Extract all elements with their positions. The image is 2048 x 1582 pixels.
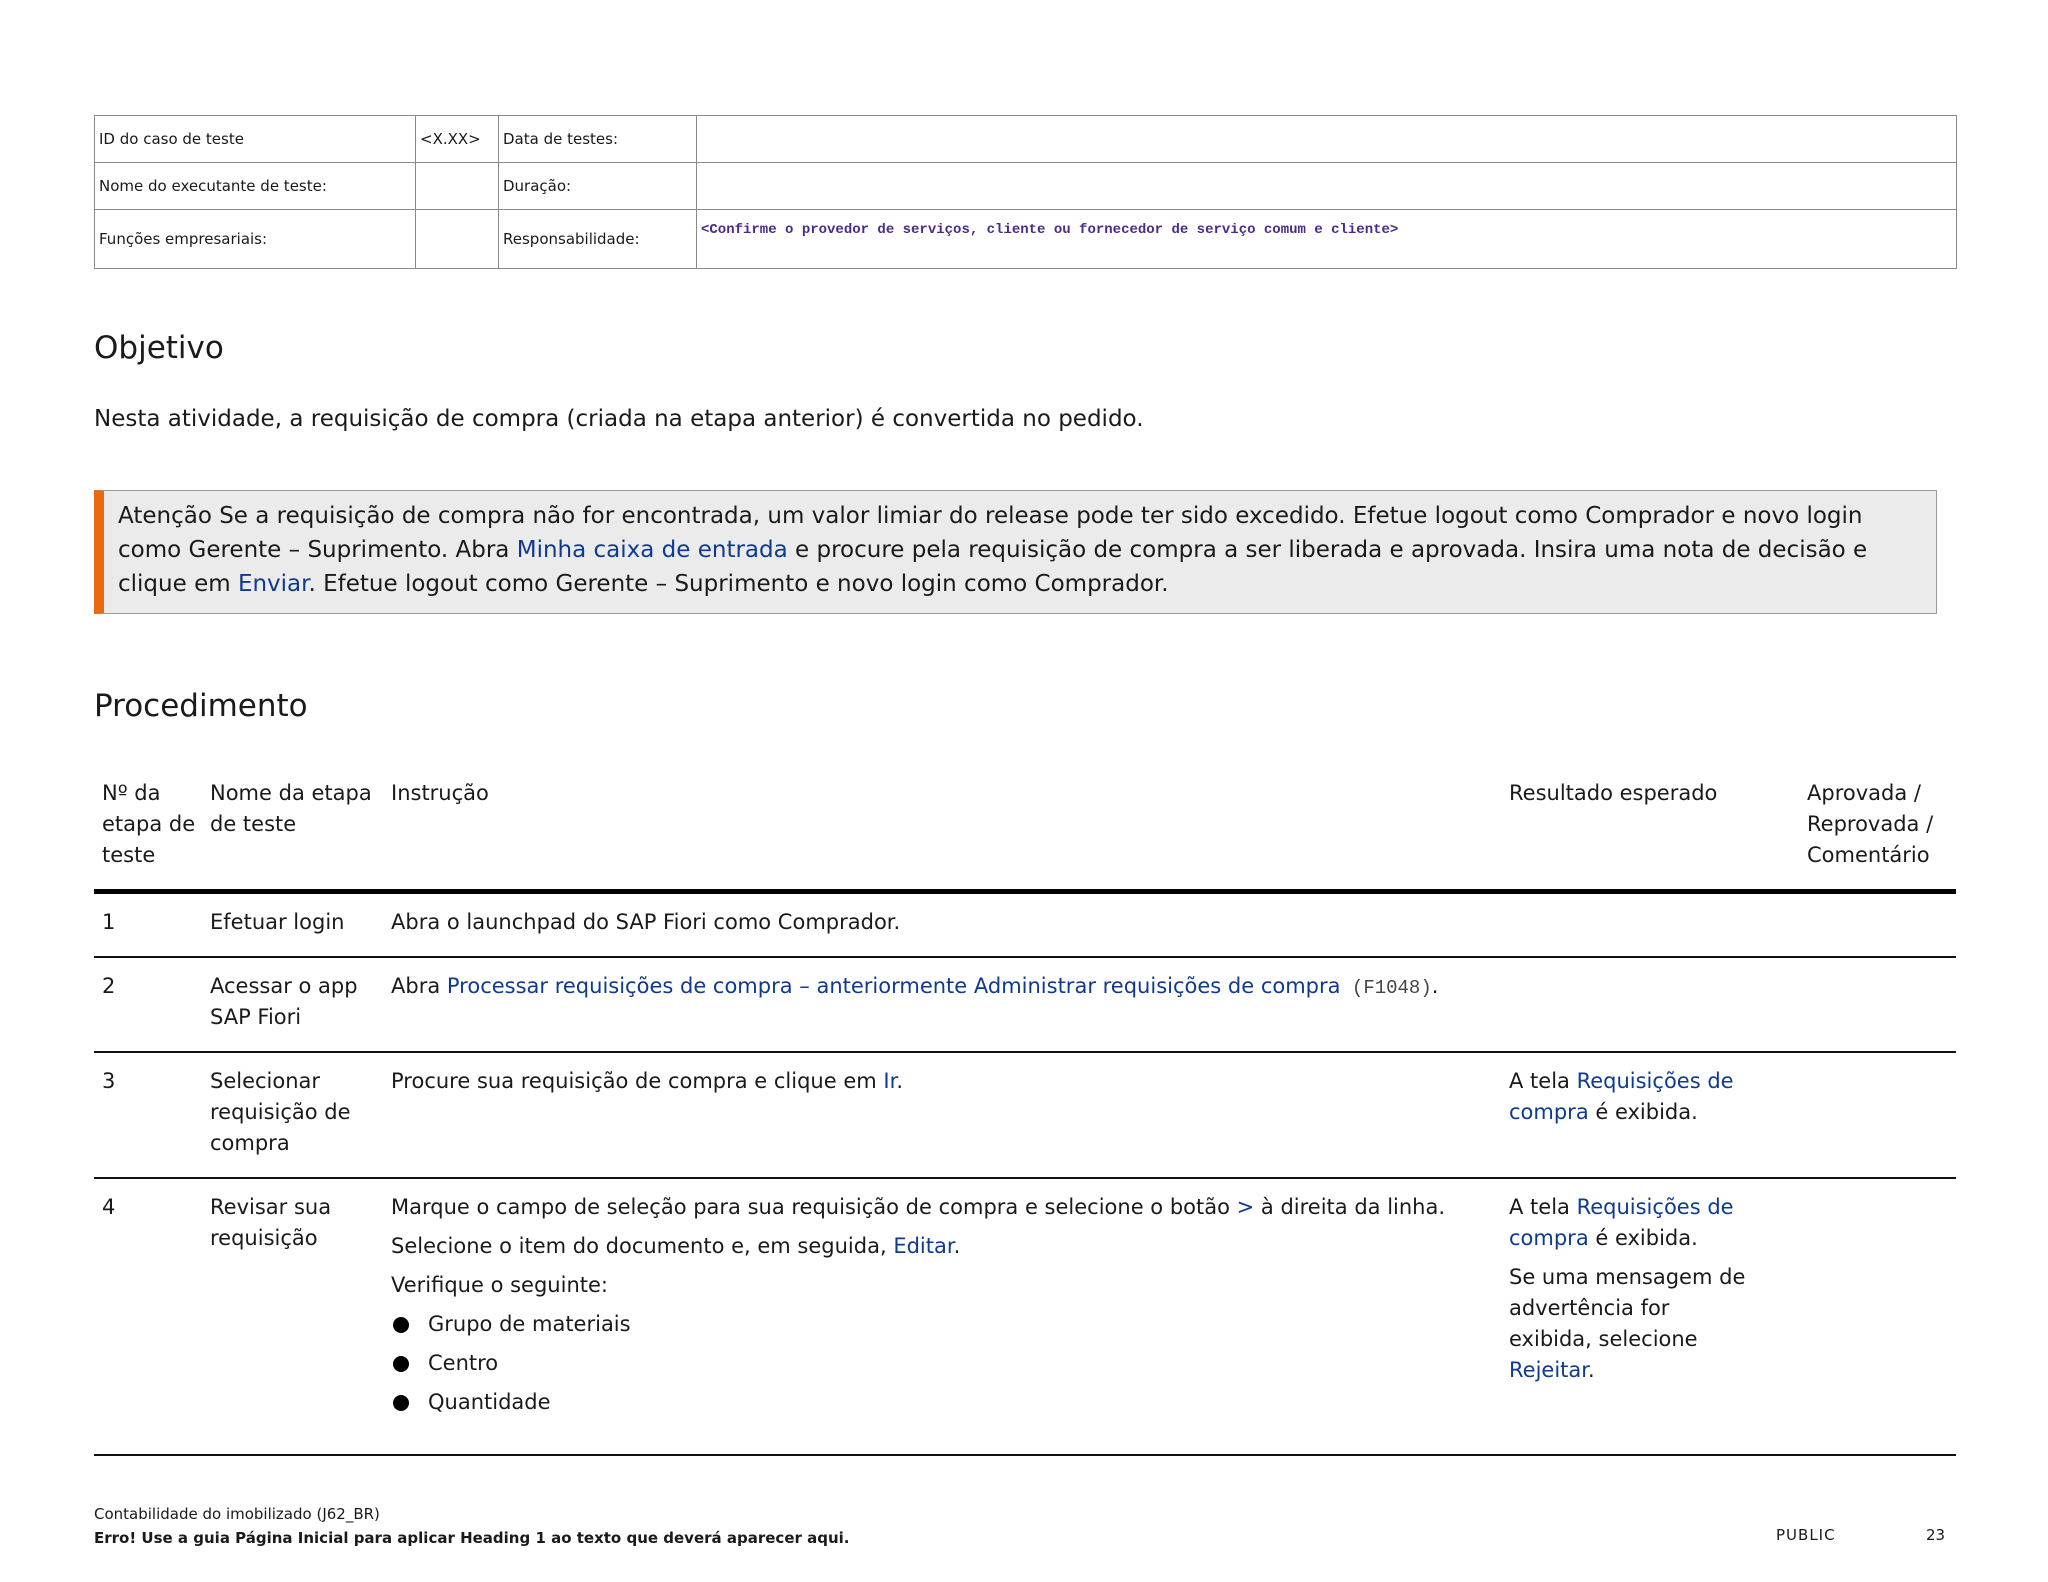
table-row <box>94 1179 1956 1456</box>
step-instruction <box>391 971 1491 1004</box>
list-item <box>391 1387 1491 1418</box>
step-number: 2 <box>102 974 116 998</box>
footer-doc-title: Contabilidade do imobilizado (J62_BR) <box>94 1505 380 1523</box>
list-item <box>391 1348 1491 1379</box>
business-roles-value[interactable] <box>416 210 499 269</box>
header-row <box>95 116 1957 163</box>
test-case-id-label: ID do caso de teste <box>95 116 416 163</box>
test-case-id-value[interactable]: <X.XX> <box>416 116 499 163</box>
footer <box>94 1502 850 1550</box>
procedimento-heading: Procedimento <box>94 688 308 724</box>
step-instruction <box>391 1066 1491 1097</box>
responsibility-label: Responsabilidade: <box>499 210 697 269</box>
result-text: é exibida. <box>1588 1226 1698 1250</box>
tester-name-label: Nome do executante de teste: <box>95 163 416 210</box>
my-inbox-link[interactable]: Minha caixa de entrada <box>516 537 788 563</box>
page-number: 23 <box>1926 1526 1946 1544</box>
instruction-text: Abra <box>391 974 447 998</box>
step-instruction <box>391 1192 1491 1426</box>
bullet-icon <box>393 1395 409 1411</box>
instruction-line: Verifique o seguinte: <box>391 1273 608 1297</box>
objetivo-heading: Objetivo <box>94 330 224 366</box>
duration-value[interactable] <box>697 163 1957 210</box>
reject-link[interactable]: Rejeitar <box>1509 1358 1588 1382</box>
purchase-requisitions-screen-link[interactable]: Requisições de compra <box>1509 1195 1734 1250</box>
col-header-step-name: Nome da etapa de teste <box>210 781 372 836</box>
purchase-requisitions-screen-link[interactable]: Requisições de compra <box>1509 1069 1734 1124</box>
responsibility-value[interactable]: <Confirme o provedor de serviços, cliente ou fornecedor de serviço comum e cliente> <box>697 210 1957 269</box>
instruction-text: Procure sua requisição de compra e clique em <box>391 1069 884 1093</box>
duration-label: Duração: <box>499 163 697 210</box>
col-header-status: Aprovada / Reprovada / Comentário <box>1807 781 1934 867</box>
instruction-text: Selecione o item do documento e, em seguida, <box>391 1234 894 1258</box>
header-row <box>95 163 1957 210</box>
step-number: 1 <box>102 910 116 934</box>
note-text: Atenção Se a requisição de compra não for encontrada, um valor limiar do release pode ter sido excedido. Efetue logout como Comprador e novo login como Gerente – Suprimento. Abra <box>118 503 1863 563</box>
footer-heading-error: Erro! Use a guia Página Inicial para aplicar Heading 1 ao texto que deverá aparecer aqui. <box>94 1529 850 1547</box>
attention-note <box>94 490 1937 614</box>
note-text: e procure pela requisição de compra a ser liberada e aprovada. Insira uma nota de decisão e clique em <box>118 537 1868 597</box>
row-detail-arrow-link[interactable]: > <box>1236 1195 1255 1219</box>
step-number: 4 <box>102 1195 116 1219</box>
instruction-text: . <box>896 1069 903 1093</box>
app-id-code: (F1048) <box>1340 977 1432 999</box>
edit-link[interactable]: Editar <box>893 1234 954 1258</box>
tester-name-value[interactable] <box>416 163 499 210</box>
result-line <box>1509 1192 1749 1254</box>
instruction-line <box>391 1231 1491 1262</box>
header-row <box>95 210 1957 269</box>
expected-result <box>1509 1066 1749 1128</box>
result-line <box>1509 1262 1749 1386</box>
test-case-header-table <box>94 115 1957 269</box>
list-item <box>391 1309 1491 1340</box>
test-date-label: Data de testes: <box>499 116 697 163</box>
table-row <box>94 894 1956 958</box>
step-name: Revisar sua requisição <box>210 1195 332 1250</box>
step-name: Acessar o app SAP Fiori <box>210 974 358 1029</box>
instruction-text: Marque o campo de seleção para sua requisição de compra e selecione o botão <box>391 1195 1237 1219</box>
instruction-text: à direita da linha. <box>1254 1195 1446 1219</box>
bullet-icon <box>393 1356 409 1372</box>
result-text: A tela <box>1509 1195 1577 1219</box>
instruction-line <box>391 1192 1491 1223</box>
footer-classification: PUBLIC <box>1776 1526 1836 1544</box>
step-number: 3 <box>102 1069 116 1093</box>
business-roles-label: Funções empresariais: <box>95 210 416 269</box>
step-name: Selecionar requisição de compra <box>210 1069 351 1155</box>
col-header-expected: Resultado esperado <box>1509 781 1718 805</box>
procedure-table-header <box>94 778 1956 894</box>
process-purchase-requisitions-link[interactable]: Processar requisições de compra – anteriormente Administrar requisições de compra <box>446 974 1341 998</box>
table-row <box>94 958 1956 1053</box>
verify-list <box>391 1309 1491 1418</box>
list-item-text: Quantidade <box>428 1390 551 1414</box>
instruction-text: . <box>953 1234 961 1258</box>
instruction-text: . <box>1431 974 1439 998</box>
step-instruction: Abra o launchpad do SAP Fiori como Comprador. <box>391 910 901 934</box>
list-item-text: Centro <box>428 1351 499 1375</box>
col-header-instruction: Instrução <box>391 781 489 805</box>
list-item-text: Grupo de materiais <box>428 1312 631 1336</box>
result-text: Se uma mensagem de advertência for exibida, selecione <box>1509 1265 1746 1351</box>
send-link[interactable]: Enviar <box>237 571 309 597</box>
result-text: A tela <box>1509 1069 1577 1093</box>
table-row <box>94 1053 1956 1179</box>
col-header-step-no: Nº da etapa de teste <box>102 781 196 867</box>
objetivo-text: Nesta atividade, a requisição de compra (criada na etapa anterior) é convertida no pedido. <box>94 406 1144 432</box>
expected-result <box>1509 1192 1749 1394</box>
test-date-value[interactable] <box>697 116 1957 163</box>
bullet-icon <box>393 1317 409 1333</box>
step-name: Efetuar login <box>210 910 345 934</box>
result-text: é exibida. <box>1588 1100 1698 1124</box>
note-text: . Efetue logout como Gerente – Suprimento e novo login como Comprador. <box>308 571 1169 597</box>
result-text: . <box>1587 1358 1595 1382</box>
go-button-link[interactable]: Ir <box>883 1069 897 1093</box>
